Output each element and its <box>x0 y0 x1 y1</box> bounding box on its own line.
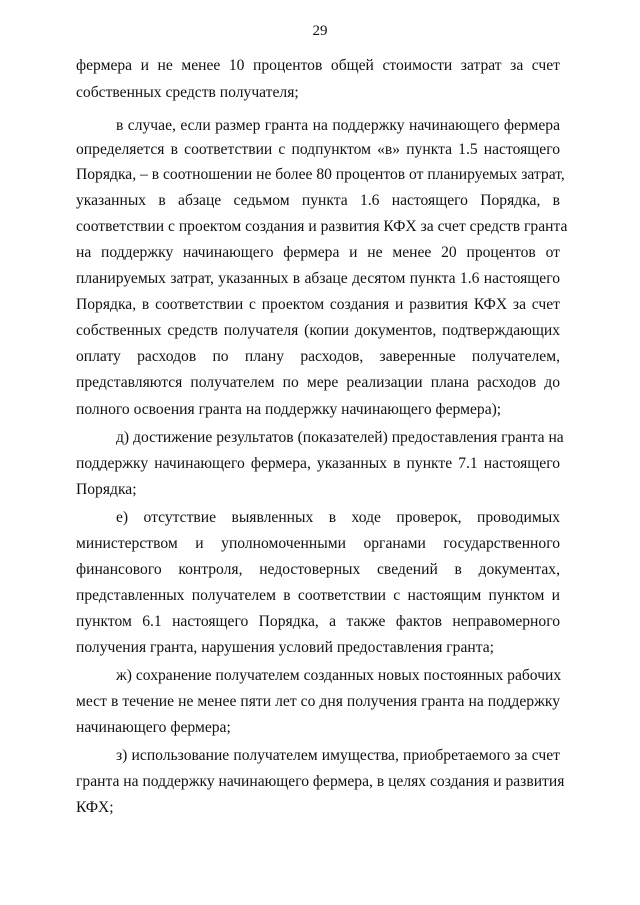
text-line: планируемых затрат, указанных в абзаце десятом пункта 1.6 настоящего <box>76 270 560 287</box>
text-line: д) достижение результатов (показателей) предоставления гранта на <box>116 429 564 446</box>
text-line: з) использование получателем имущества, приобретаемого за счет <box>116 747 560 764</box>
text-line: Порядка, в соответствии с проектом создания и развития КФХ за счет <box>76 296 560 313</box>
text-line: собственных средств получателя; <box>76 84 299 101</box>
text-line: в случае, если размер гранта на поддержку начинающего фермера <box>116 117 560 134</box>
text-line: представляются получателем по мере реализации плана расходов до <box>76 374 560 391</box>
text-line: Порядка; <box>76 481 137 498</box>
text-line: соответствии с проектом создания и развития КФХ за счет средств гранта <box>76 218 568 235</box>
text-line: КФХ; <box>76 799 114 816</box>
text-line: гранта на поддержку начинающего фермера, в целях создания и развития <box>76 773 565 790</box>
text-line: оплату расходов по плану расходов, заверенные получателем, <box>76 348 560 365</box>
text-line: пунктом 6.1 настоящего Порядка, а также фактов неправомерного <box>76 613 560 630</box>
text-line: министерством и уполномоченными органами государственного <box>76 535 560 552</box>
text-line: на поддержку начинающего фермера и не менее 20 процентов от <box>76 244 560 261</box>
text-line: мест в течение не менее пяти лет со дня получения гранта на поддержку <box>76 693 560 710</box>
text-line: полного освоения гранта на поддержку начинающего фермера); <box>76 401 502 418</box>
text-line: получения гранта, нарушения условий предоставления гранта; <box>76 639 494 656</box>
text-line: е) отсутствие выявленных в ходе проверок, проводимых <box>116 509 560 526</box>
text-line: фермера и не менее 10 процентов общей стоимости затрат за счет <box>76 57 560 74</box>
text-line: поддержку начинающего фермера, указанных в пункте 7.1 настоящего <box>76 455 560 472</box>
text-line: ж) сохранение получателем созданных новых постоянных рабочих <box>116 667 562 684</box>
text-line: Порядка, – в соотношении не более 80 процентов от планируемых затрат, <box>76 166 565 183</box>
text-line: начинающего фермера; <box>76 719 231 736</box>
text-line: представленных получателем в соответствии с настоящим пунктом и <box>76 587 560 604</box>
text-line: определяется в соответствии с подпунктом «в» пункта 1.5 настоящего <box>76 141 560 158</box>
text-line: финансового контроля, недостоверных сведений в документах, <box>76 561 560 578</box>
text-line: указанных в абзаце седьмом пункта 1.6 настоящего Порядка, в <box>76 192 560 209</box>
text-line: собственных средств получателя (копии документов, подтверждающих <box>76 322 560 339</box>
page-number: 29 <box>312 23 328 39</box>
